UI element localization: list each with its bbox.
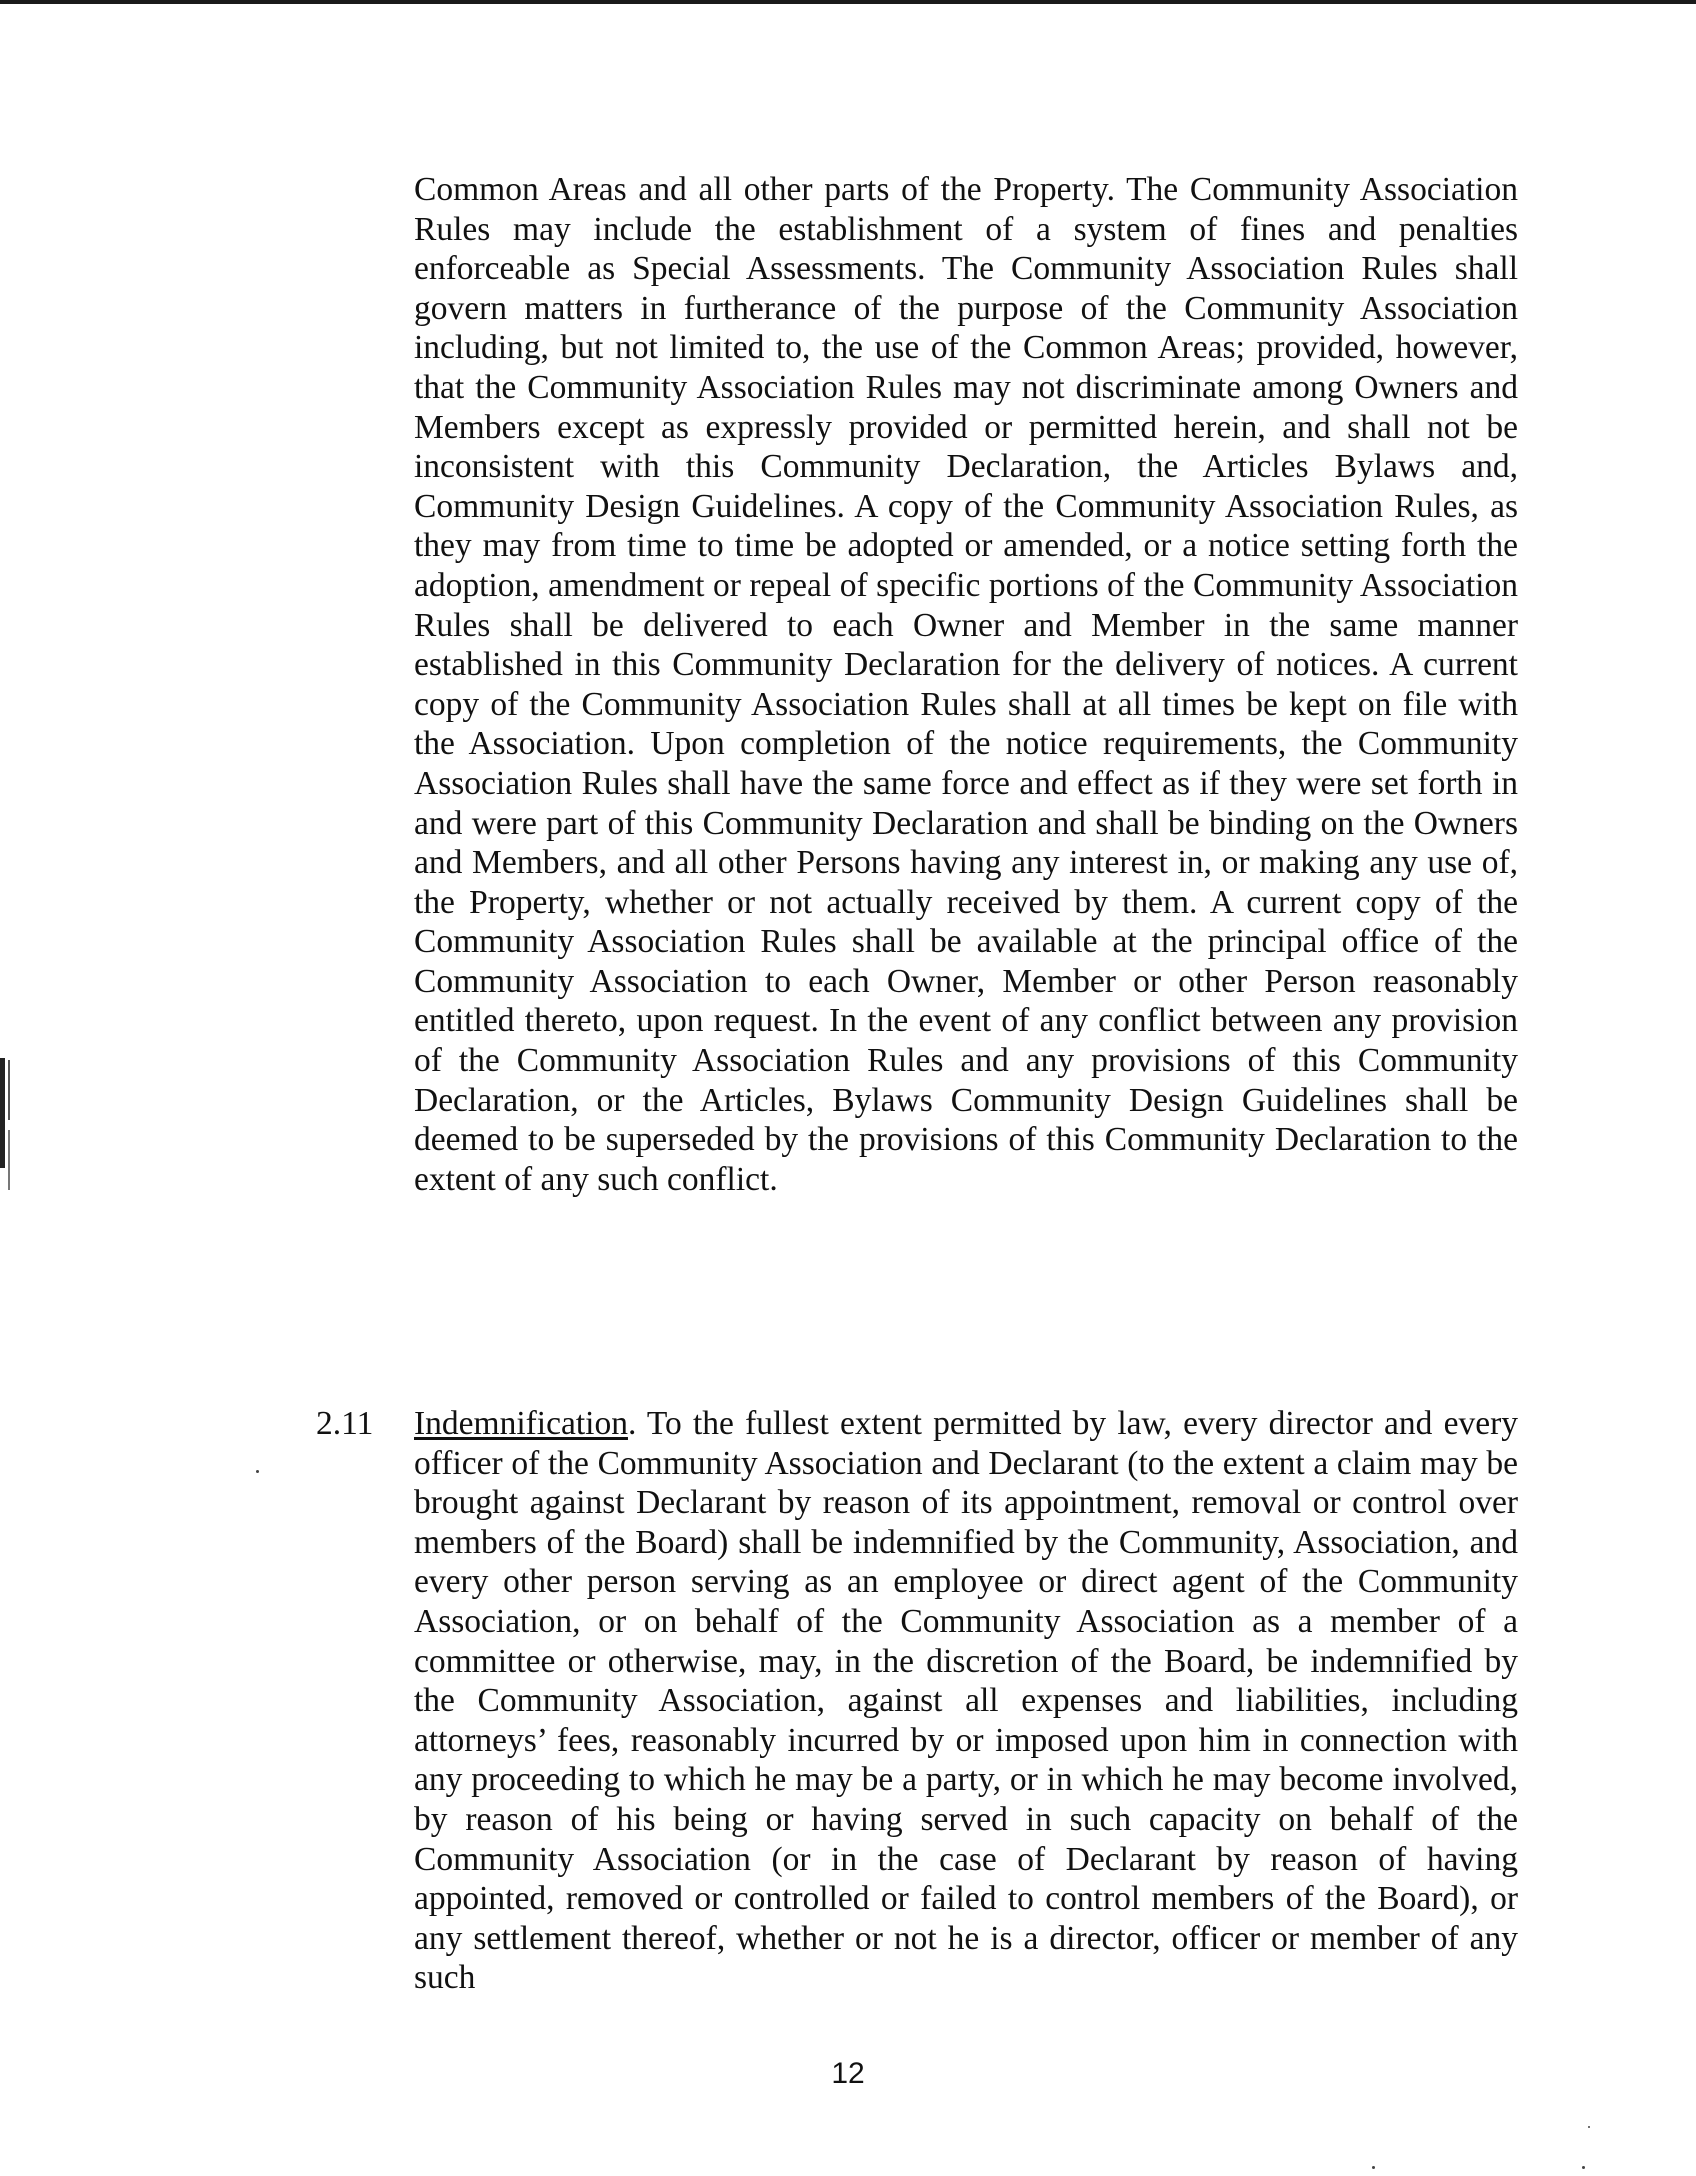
- scan-top-edge: [0, 0, 1696, 4]
- page-number: 12: [831, 2057, 865, 2090]
- section-text: To the fullest extent permitted by law, every director and every officer of the Community Association and Declarant (to the extent a claim may be brought against Declarant by reason of its appointment, removal or control over members of the Board) shall be indemnified by the Community, Association, and every other person serving as an employee or direct agent of the Community Association, or on behalf of the Community Association as a member of a committee or otherwise, may, in the discretion of the Board, be indemnified by the Community Association, against all expenses and liabilities, including attorneys’ fees, reasonably incurred by or imposed upon him in connection with any proceeding to which he may be a party, or in which he may become involved, by reason of his being or having served in such capacity on behalf of the Community Association (or in the case of Declarant by reason of having appointed, removed or controlled or failed to control members of the Board), or any settlement thereof, whether or not he is a director, officer or member of any such: [414, 1405, 1518, 1997]
- scan-speck: [1588, 2126, 1590, 2128]
- section-heading-punctuation: .: [627, 1405, 637, 1442]
- scan-speck: [1372, 2166, 1375, 2169]
- continued-paragraph: Common Areas and all other parts of the Property. The Community Association Rules may include the establishment of a system of fines and penalties enforceable as Special Assessments. The Community Association Rules shall govern matters in furtherance of the purpose of the Community Association including, but not limited to, the use of the Common Areas; provided, however, that the Community Association Rules may not discriminate among Owners and Members except as expressly provided or permitted herein, and shall not be inconsistent with this Community Declaration, the Articles Bylaws and, Community Design Guidelines. A copy of the Community Association Rules, as they may from time to time be adopted or amended, or a notice setting forth the adoption, amendment or repeal of specific portions of the Community Association Rules shall be delivered to each Owner and Member in the same manner established in this Community Declaration for the delivery of notices. A current copy of the Community Association Rules shall at all times be kept on file with the Association. Upon completion of the notice requirements, the Community Association Rules shall have the same force and effect as if they were set forth in and were part of this Community Declaration and shall be binding on the Owners and Members, and all other Persons having any interest in, or making any use of, the Property, whether or not actually received by them. A current copy of the Community Association Rules shall be available at the principal office of the Community Association to each Owner, Member or other Person reasonably entitled thereto, upon request. In the event of any conflict between any provision of the Community Association Rules and any provisions of this Community Declaration, or the Articles, Bylaws Community Design Guidelines shall be deemed to be superseded by the provisions of this Community Declaration to the extent of any such conflict.: [414, 171, 1518, 1198]
- section-heading: Indemnification: [414, 1405, 628, 1442]
- section-number: 2.11: [316, 1405, 374, 1442]
- scan-speck: [256, 1470, 259, 1473]
- section-body: [414, 1404, 1518, 1998]
- scan-margin-mark: [0, 1058, 5, 1168]
- scan-margin-mark: [8, 1130, 10, 1190]
- scan-margin-mark: [8, 1060, 10, 1120]
- scan-speck: [1582, 2166, 1585, 2169]
